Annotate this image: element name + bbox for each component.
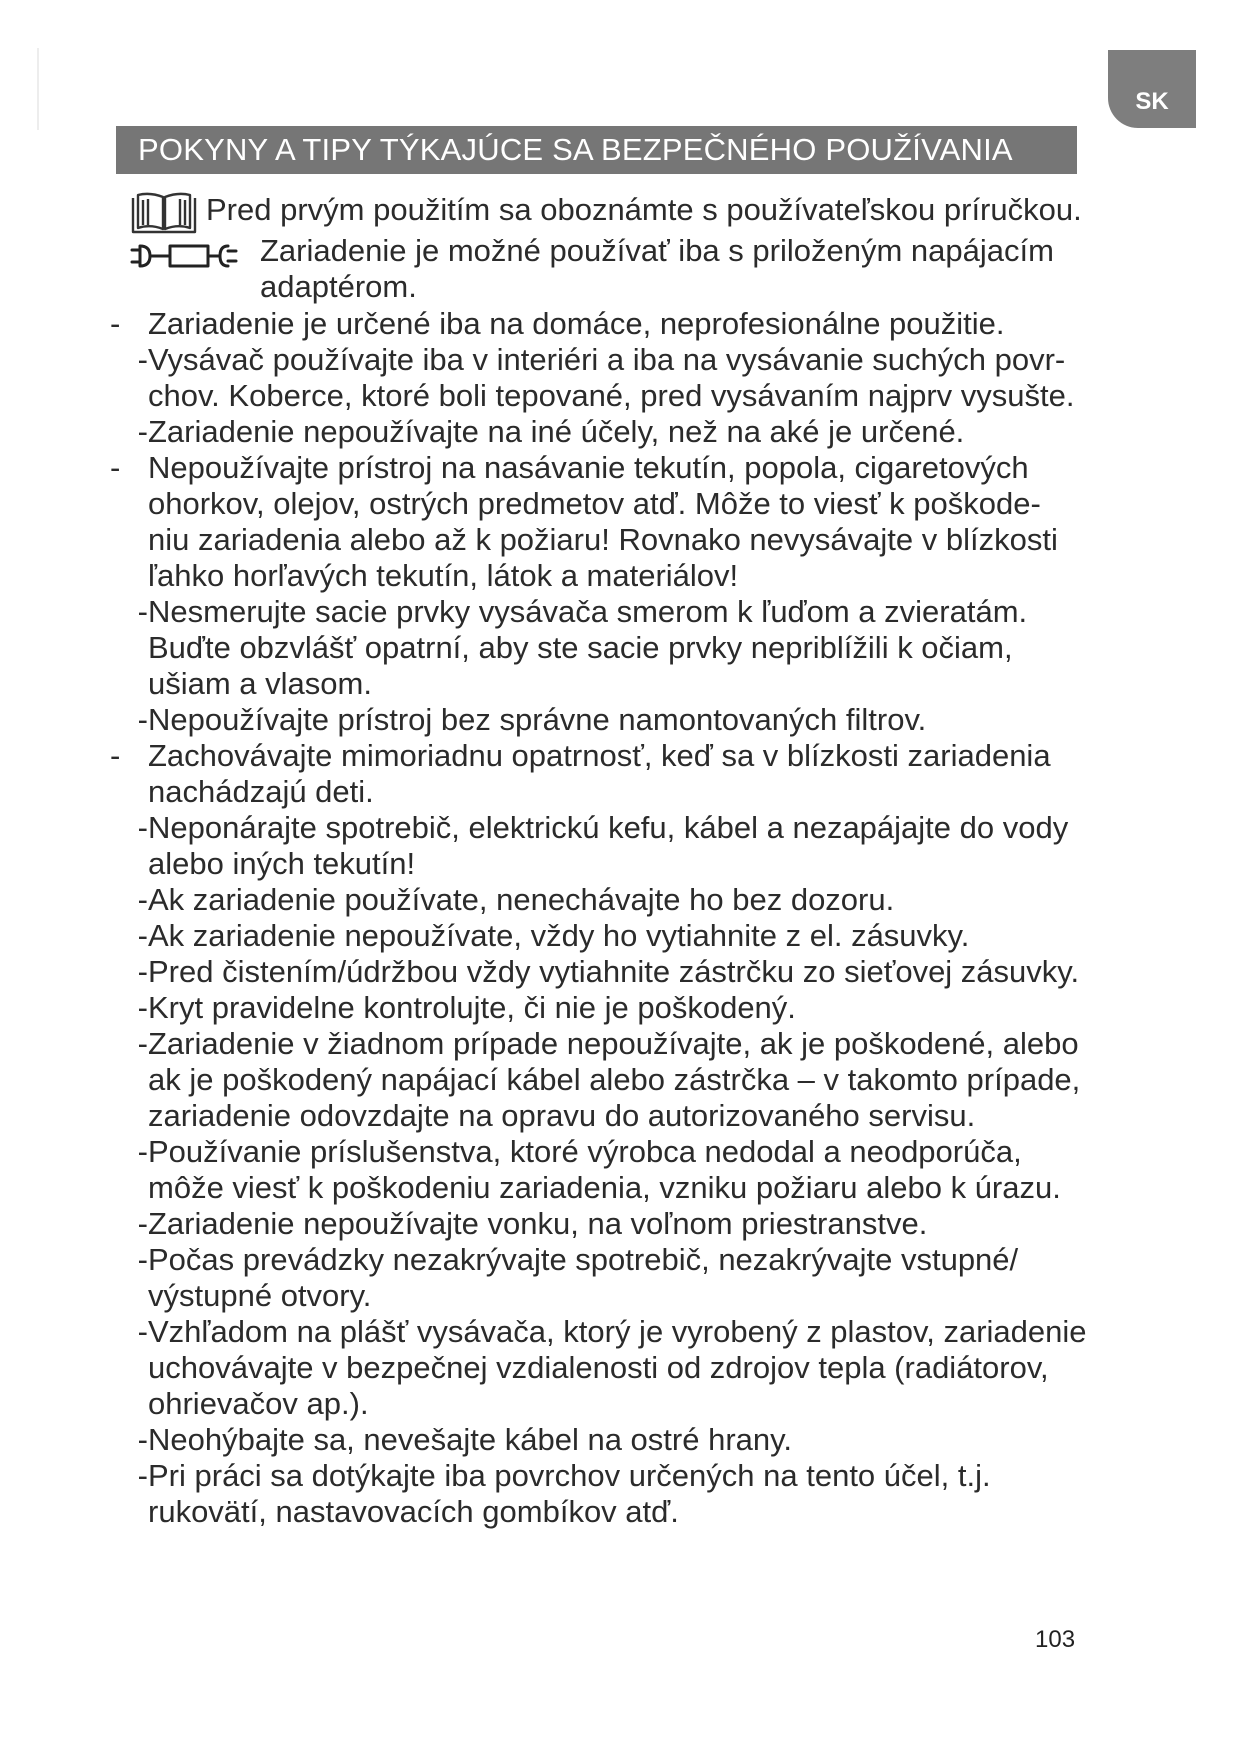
list-item bbox=[110, 414, 1110, 450]
bullet-dash: - bbox=[137, 1134, 148, 1169]
list-item-text: Ak zariadenie nepoužívate, vždy ho vytiahnite z el. zásuvky. bbox=[148, 918, 970, 953]
list-item-text: Pri práci sa dotýkajte iba povrchov určených na tento účel, t.j. rukovätí, nastavovacích gombíkov atď. bbox=[148, 1458, 991, 1529]
bullet-dash: - bbox=[137, 1422, 148, 1457]
bullet-dash: - bbox=[137, 702, 148, 737]
list-item-text: Vysávač používajte iba v interiéri a iba na vysávanie suchých povr- chov. Koberce, ktoré boli tepované, pred vysávaním najprv vysušte. bbox=[148, 342, 1075, 413]
list-item bbox=[110, 1026, 1110, 1134]
list-item-text: Zariadenie nepoužívajte na iné účely, než na aké je určené. bbox=[148, 414, 965, 449]
list-item bbox=[110, 1458, 1110, 1530]
bullet-dash: - bbox=[110, 306, 121, 341]
list-item-text: Pred čistením/údržbou vždy vytiahnite zástrčku zo sieťovej zásuvky. bbox=[148, 954, 1080, 989]
list-item bbox=[110, 342, 1110, 414]
adapter-note bbox=[128, 233, 1140, 305]
list-item bbox=[110, 738, 1110, 810]
language-tab bbox=[1108, 50, 1196, 128]
list-item-text: Neponárajte spotrebič, elektrickú kefu, kábel a nezapájajte do vody alebo iných tekutín! bbox=[148, 810, 1069, 881]
list-item bbox=[110, 594, 1110, 702]
bullet-dash: - bbox=[137, 882, 148, 917]
list-item bbox=[110, 450, 1110, 594]
bullet-dash: - bbox=[137, 1206, 148, 1241]
bullet-dash: - bbox=[137, 918, 148, 953]
list-item bbox=[110, 1206, 1110, 1242]
bullet-dash: - bbox=[137, 342, 148, 377]
bullet-dash: - bbox=[110, 738, 121, 773]
bullet-dash: - bbox=[137, 414, 148, 449]
list-item-text: Nepoužívajte prístroj bez správne namontovaných filtrov. bbox=[148, 702, 927, 737]
list-item-text: Počas prevádzky nezakrývajte spotrebič, nezakrývajte vstupné/ výstupné otvory. bbox=[148, 1242, 1019, 1313]
bullet-dash: - bbox=[137, 954, 148, 989]
list-item bbox=[110, 990, 1110, 1026]
list-item-text: Nesmerujte sacie prvky vysávača smerom k ľuďom a zvieratám. Buďte obzvlášť opatrní, aby ste sacie prvky nepriblížili k očiam, ušiam a vlasom. bbox=[148, 594, 1028, 701]
list-item-text: Nepoužívajte prístroj na nasávanie tekutín, popola, cigaretových ohorkov, olejov, ostrých predmetov atď. Môže to viesť k poškode- niu zariadenia alebo až k požiaru! Rovnako nevysávajte v blízkosti ľahko horľavých tekutín, látok a materiálov! bbox=[148, 450, 1058, 593]
list-item bbox=[110, 1422, 1110, 1458]
power-adapter-icon bbox=[128, 241, 246, 276]
list-item-text: Zariadenie je určené iba na domáce, neprofesionálne použitie. bbox=[148, 306, 1005, 341]
list-item bbox=[110, 1314, 1110, 1422]
bullet-dash: - bbox=[137, 810, 148, 845]
list-item-text: Používanie príslušenstva, ktoré výrobca nedodal a neodporúča, môže viesť k poškodeniu zariadenia, vzniku požiaru alebo k úrazu. bbox=[148, 1134, 1061, 1205]
list-item bbox=[110, 306, 1110, 342]
bullet-dash: - bbox=[137, 1458, 148, 1493]
list-item bbox=[110, 918, 1110, 954]
language-code: SK bbox=[1135, 88, 1169, 115]
list-item-text: Zariadenie v žiadnom prípade nepoužívajte, ak je poškodené, alebo ak je poškodený napájací kábel alebo zástrčka – v takomto prípade, zariadenie odovzdajte na opravu do autorizovaného servisu. bbox=[148, 1026, 1081, 1133]
manual-note-text: Pred prvým použitím sa oboznámte s používateľskou príručkou. bbox=[206, 192, 1082, 227]
section-heading: POKYNY A TIPY TÝKAJÚCE SA BEZPEČNÉHO POUŽÍVANIA bbox=[116, 126, 1077, 174]
bullet-dash: - bbox=[137, 1314, 148, 1349]
list-item-text: Zariadenie nepoužívajte vonku, na voľnom priestranstve. bbox=[148, 1206, 928, 1241]
list-item bbox=[110, 1134, 1110, 1206]
list-item-text: Vzhľadom na plášť vysávača, ktorý je vyrobený z plastov, zariadenie uchovávajte v bezpečnej vzdialenosti od zdrojov tepla (radiátorov, ohrievačov ap.). bbox=[148, 1314, 1087, 1421]
page-number: 103 bbox=[1035, 1626, 1076, 1653]
page-edge-mark bbox=[37, 48, 39, 130]
list-item bbox=[110, 810, 1110, 882]
list-item-text: Ak zariadenie používate, nenechávajte ho bez dozoru. bbox=[148, 882, 895, 917]
list-item-text: Zachovávajte mimoriadnu opatrnosť, keď sa v blízkosti zariadenia nachádzajú deti. bbox=[148, 738, 1051, 809]
list-item bbox=[110, 1242, 1110, 1314]
bullet-dash: - bbox=[137, 990, 148, 1025]
list-item-text: Kryt pravidelne kontrolujte, či nie je poškodený. bbox=[148, 990, 796, 1025]
safety-instructions-list bbox=[110, 306, 1110, 1530]
list-item bbox=[110, 702, 1110, 738]
list-item-text: Neohýbajte sa, nevešajte kábel na ostré hrany. bbox=[148, 1422, 792, 1457]
adapter-note-text: Zariadenie je možné používať iba s priloženým napájacím adaptérom. bbox=[260, 233, 1054, 304]
bullet-dash: - bbox=[110, 450, 121, 485]
bullet-dash: - bbox=[137, 1242, 148, 1277]
bullet-dash: - bbox=[137, 594, 148, 629]
list-item bbox=[110, 954, 1110, 990]
list-item bbox=[110, 882, 1110, 918]
bullet-dash: - bbox=[137, 1026, 148, 1061]
